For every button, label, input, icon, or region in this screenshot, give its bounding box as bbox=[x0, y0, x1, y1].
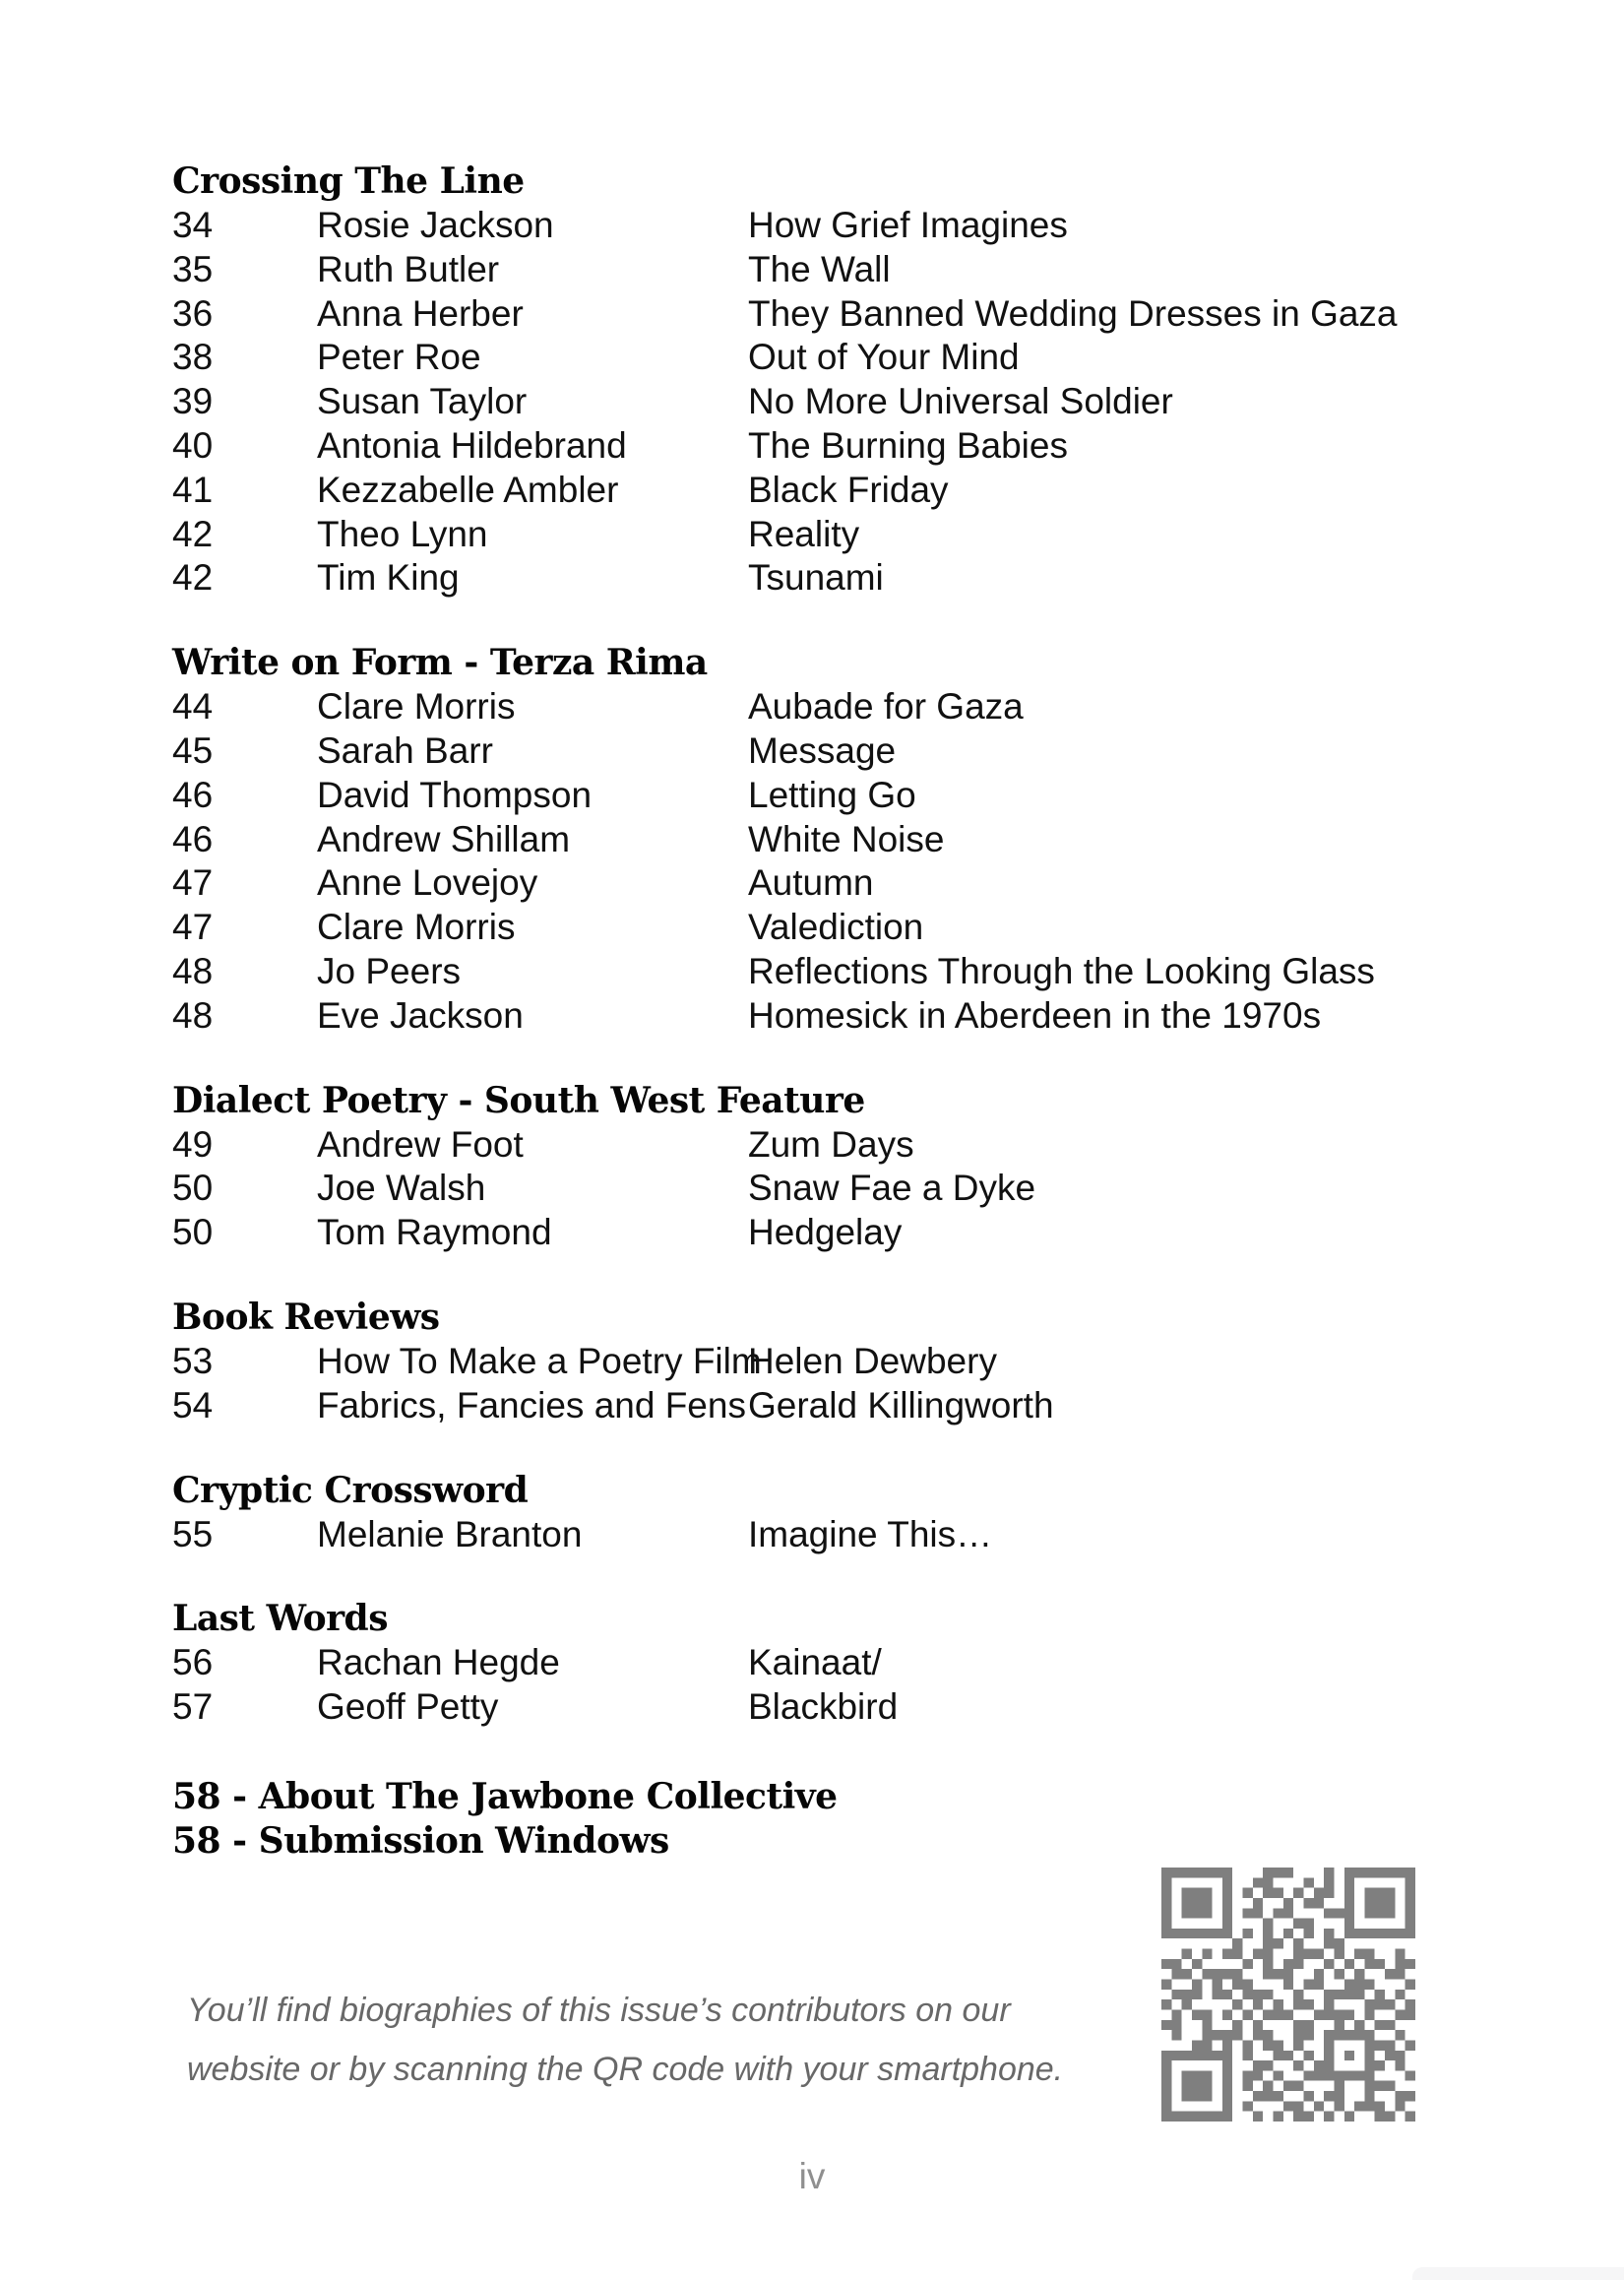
entry-title: How Grief Imagines bbox=[748, 205, 1068, 245]
entry-name: Jo Peers bbox=[317, 950, 462, 991]
entry-name: Antonia Hildebrand bbox=[317, 424, 627, 466]
qr-code bbox=[1161, 1868, 1415, 2122]
toc-entry bbox=[172, 469, 1452, 513]
entry-name: Rachan Hegde bbox=[317, 1642, 560, 1683]
entry-title: Black Friday bbox=[748, 469, 949, 510]
entry-page-number: 47 bbox=[172, 862, 214, 904]
section-title: Dialect Poetry - South West Feature bbox=[172, 1079, 865, 1121]
toc-entry bbox=[172, 336, 1452, 380]
toc-section bbox=[172, 1596, 1452, 1730]
entry-name: David Thompson bbox=[317, 774, 593, 815]
entry-page-number: 50 bbox=[172, 1168, 214, 1209]
entry-page-number: 57 bbox=[172, 1686, 214, 1728]
toc-entry bbox=[172, 556, 1452, 601]
entry-title: Imagine This… bbox=[748, 1513, 993, 1554]
toc-section bbox=[172, 1295, 1452, 1428]
entry-page-number: 53 bbox=[172, 1340, 214, 1381]
toc-entry bbox=[172, 1685, 1452, 1730]
entry-title: Snaw Fae a Dyke bbox=[748, 1168, 1036, 1209]
entry-page-number: 41 bbox=[172, 469, 214, 510]
toc-entry bbox=[172, 1211, 1452, 1255]
entry-title: Valediction bbox=[748, 907, 924, 948]
toc-entry bbox=[172, 818, 1452, 862]
toc-entry bbox=[172, 1123, 1452, 1168]
entry-title: Zum Days bbox=[748, 1123, 914, 1165]
entry-title: Homesick in Aberdeen in the 1970s bbox=[748, 994, 1322, 1036]
toc-entry bbox=[172, 861, 1452, 906]
entry-name: Geoff Petty bbox=[317, 1686, 499, 1728]
toc-entry bbox=[172, 248, 1452, 292]
entry-page-number: 49 bbox=[172, 1123, 214, 1165]
entry-name: Anne Lovejoy bbox=[317, 862, 538, 904]
toc-entry bbox=[172, 1513, 1452, 1557]
entry-name: Andrew Shillam bbox=[317, 818, 571, 859]
entry-page-number: 42 bbox=[172, 557, 214, 599]
toc-content bbox=[172, 158, 1452, 1864]
entry-name: Andrew Foot bbox=[317, 1123, 524, 1165]
section-title: Cryptic Crossword bbox=[172, 1469, 529, 1511]
entry-page-number: 46 bbox=[172, 774, 214, 815]
entry-name: Fabrics, Fancies and Fens bbox=[317, 1384, 746, 1425]
entry-title: Out of Your Mind bbox=[748, 337, 1020, 378]
entry-name: Susan Taylor bbox=[317, 381, 528, 422]
toc-entry bbox=[172, 994, 1452, 1039]
entry-title: Kainaat/ bbox=[748, 1642, 882, 1683]
entry-name: Clare Morris bbox=[317, 686, 516, 728]
entry-name: Sarah Barr bbox=[317, 729, 493, 771]
page-corner-shade bbox=[1412, 2267, 1624, 2280]
entry-title: Message bbox=[748, 729, 897, 771]
entry-name: Rosie Jackson bbox=[317, 205, 554, 245]
entry-title: Letting Go bbox=[748, 774, 916, 815]
footer-link-submissions: 58 - Submission Windows bbox=[172, 1819, 669, 1862]
toc-entry bbox=[172, 513, 1452, 557]
entry-name: Eve Jackson bbox=[317, 994, 524, 1036]
page-number: iv bbox=[798, 2156, 826, 2196]
toc-entry bbox=[172, 380, 1452, 424]
section-title: Last Words bbox=[172, 1598, 388, 1640]
entry-page-number: 35 bbox=[172, 248, 214, 289]
entry-page-number: 38 bbox=[172, 337, 214, 378]
section-title: Book Reviews bbox=[172, 1296, 440, 1338]
entry-page-number: 34 bbox=[172, 205, 214, 245]
toc-entry bbox=[172, 685, 1452, 729]
toc-entry bbox=[172, 1641, 1452, 1685]
entry-title: Reflections Through the Looking Glass bbox=[748, 950, 1375, 991]
entry-title: Aubade for Gaza bbox=[748, 686, 1024, 728]
footer-link-about: 58 - About The Jawbone Collective bbox=[172, 1775, 838, 1817]
toc-entry bbox=[172, 1167, 1452, 1211]
section-title: Write on Form - Terza Rima bbox=[172, 642, 708, 684]
entry-name: Anna Herber bbox=[317, 292, 524, 334]
entry-page-number: 48 bbox=[172, 994, 214, 1036]
contributors-note bbox=[187, 1981, 1132, 2099]
entry-title: The Burning Babies bbox=[748, 424, 1068, 466]
entry-page-number: 46 bbox=[172, 818, 214, 859]
entry-title: Blackbird bbox=[748, 1686, 899, 1728]
entry-name: Theo Lynn bbox=[317, 513, 488, 554]
contributors-note-line1: You’ll find biographies of this issue’s contributors on our bbox=[187, 1992, 1011, 2029]
entry-title: They Banned Wedding Dresses in Gaza bbox=[748, 292, 1398, 334]
entry-page-number: 50 bbox=[172, 1212, 214, 1253]
entry-title: Reality bbox=[748, 513, 860, 554]
entry-page-number: 47 bbox=[172, 907, 214, 948]
contributors-note-line2: website or by scanning the QR code with your smartphone. bbox=[187, 2051, 1064, 2088]
entry-page-number: 48 bbox=[172, 950, 214, 991]
entry-name: Ruth Butler bbox=[317, 248, 500, 289]
entry-name: Tom Raymond bbox=[317, 1212, 552, 1253]
entry-title: No More Universal Soldier bbox=[748, 381, 1173, 422]
footer-links bbox=[172, 1775, 1452, 1864]
toc-section bbox=[172, 640, 1452, 1038]
entry-page-number: 45 bbox=[172, 729, 214, 771]
toc-entry bbox=[172, 906, 1452, 950]
entry-name: Clare Morris bbox=[317, 907, 516, 948]
toc-section bbox=[172, 1078, 1452, 1255]
entry-name: Kezzabelle Ambler bbox=[317, 469, 619, 510]
toc-entry bbox=[172, 424, 1452, 469]
entry-title: Gerald Killingworth bbox=[748, 1384, 1054, 1425]
entry-title: The Wall bbox=[748, 248, 891, 289]
section-title: Crossing The Line bbox=[172, 160, 525, 202]
toc-entry bbox=[172, 950, 1452, 994]
entry-page-number: 42 bbox=[172, 513, 214, 554]
entry-name: Tim King bbox=[317, 557, 460, 599]
entry-title: Autumn bbox=[748, 862, 874, 904]
entry-page-number: 56 bbox=[172, 1642, 214, 1683]
entry-page-number: 44 bbox=[172, 686, 214, 728]
entry-title: Tsunami bbox=[748, 557, 884, 599]
toc-entry bbox=[172, 1340, 1452, 1384]
entry-page-number: 39 bbox=[172, 381, 214, 422]
toc-section bbox=[172, 1468, 1452, 1557]
entry-title: Helen Dewbery bbox=[748, 1340, 997, 1381]
entry-page-number: 55 bbox=[172, 1513, 214, 1554]
entry-name: Peter Roe bbox=[317, 337, 481, 378]
entry-page-number: 36 bbox=[172, 292, 214, 334]
entry-name: Melanie Branton bbox=[317, 1513, 583, 1554]
entry-name: Joe Walsh bbox=[317, 1168, 486, 1209]
entry-name: How To Make a Poetry Film bbox=[317, 1340, 762, 1381]
toc-entry bbox=[172, 729, 1452, 774]
toc-entry bbox=[172, 1384, 1452, 1428]
entry-title: Hedgelay bbox=[748, 1212, 903, 1253]
entry-page-number: 54 bbox=[172, 1384, 214, 1425]
toc-entry bbox=[172, 204, 1452, 248]
toc-entry bbox=[172, 292, 1452, 337]
entry-title: White Noise bbox=[748, 818, 945, 859]
toc-section bbox=[172, 158, 1452, 601]
toc-entry bbox=[172, 774, 1452, 818]
entry-page-number: 40 bbox=[172, 424, 214, 466]
